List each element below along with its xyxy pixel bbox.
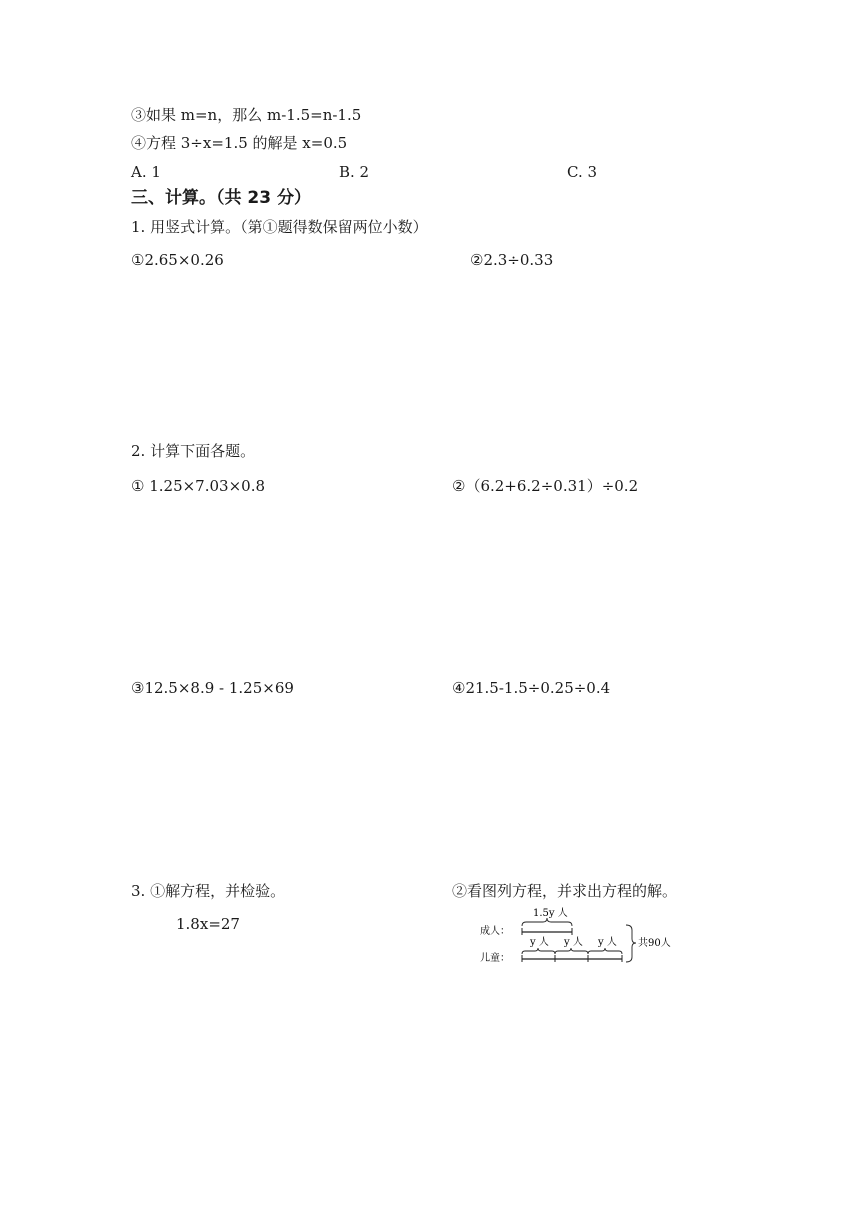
choice-b: B. 2 [339,163,370,181]
adult-brace [522,918,572,926]
child-label: 儿童： [480,953,510,964]
question-2c: ③12.5×8.9 - 1.25×69 [131,679,294,697]
statement-3: ③如果 m=n，那么 m-1.5=n-1.5 [131,106,362,124]
equation: 1.8x=27 [176,915,240,933]
section-heading: 三、计算。（共 23 分） [131,188,311,208]
question-1a: ①2.65×0.26 [131,251,224,269]
total-brace [626,925,636,962]
child-segment-label-1: y 人 [530,937,549,948]
total-label: 共90人 [638,938,671,949]
choice-c: C. 3 [567,163,598,181]
child-segment-label-3: y 人 [598,937,617,948]
question-1-prompt: 1. 用竖式计算。（第①题得数保留两位小数） [131,218,428,236]
child-segment-label-2: y 人 [564,937,583,948]
question-2a: ① 1.25×7.03×0.8 [131,477,266,495]
question-2-prompt: 2. 计算下面各题。 [131,442,256,460]
statement-4: ④方程 3÷x=1.5 的解是 x=0.5 [131,134,348,152]
child-brace-3 [588,948,622,954]
child-brace-2 [555,948,588,954]
question-3b-prompt: ②看图列方程，并求出方程的解。 [452,882,678,900]
question-1b: ②2.3÷0.33 [470,251,554,269]
adult-label: 成人： [480,926,510,937]
adult-amount-label: 1.5y 人 [533,908,568,919]
question-3a-prompt: 3. ①解方程，并检验。 [131,882,286,900]
question-2b: ②（6.2+6.2÷0.31）÷0.2 [452,477,639,495]
choice-a: A. 1 [131,163,161,181]
child-brace-1 [522,948,555,954]
question-2d: ④21.5-1.5÷0.25÷0.4 [452,679,611,697]
segment-diagram [476,905,696,967]
